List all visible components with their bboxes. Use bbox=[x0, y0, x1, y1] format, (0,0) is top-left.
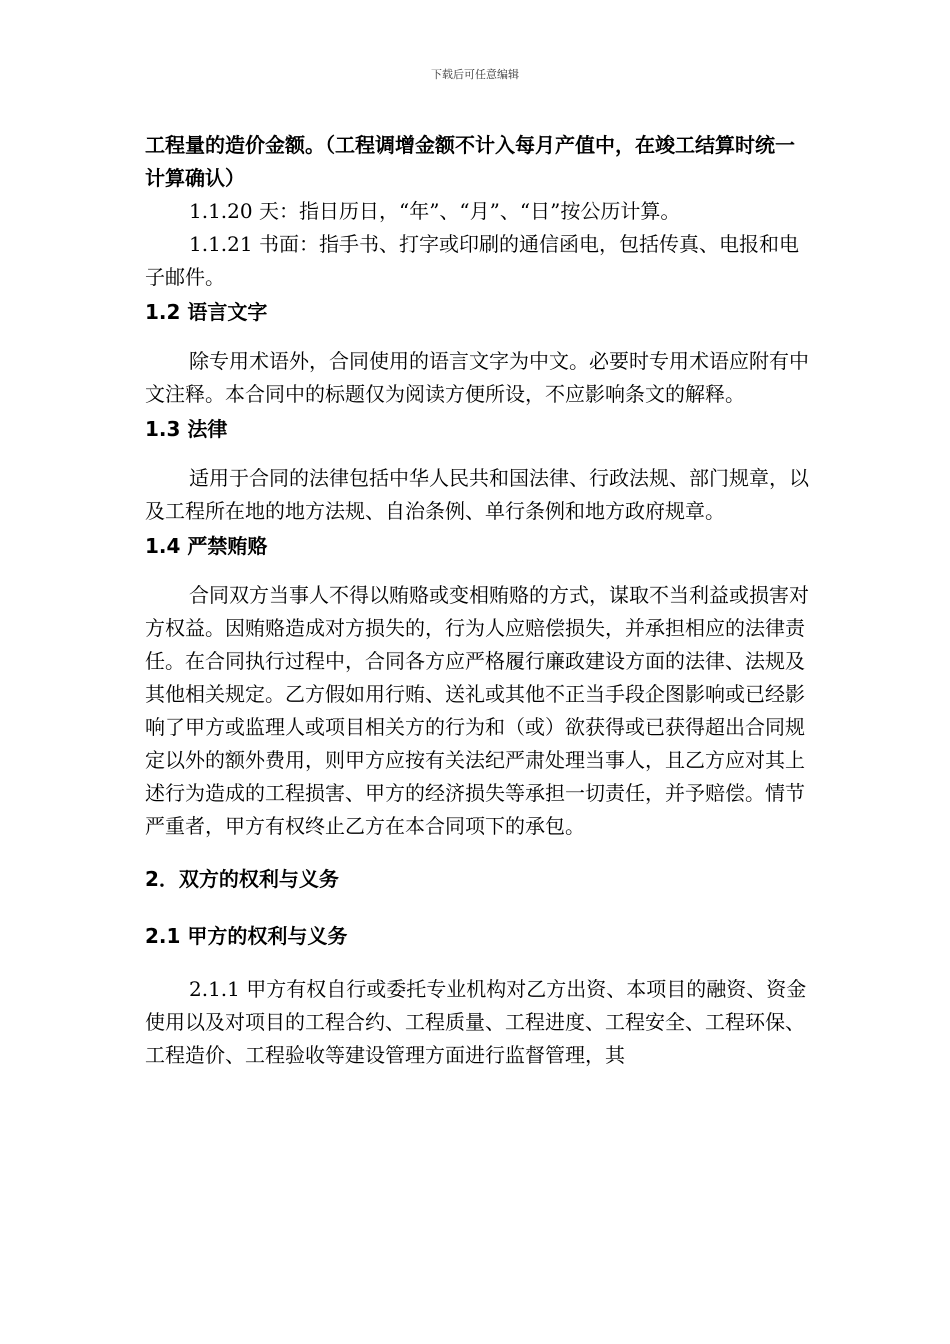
section-heading-1-3: 1.3 法律 bbox=[145, 417, 228, 441]
section-heading-2: 2．双方的权利与义务 bbox=[145, 867, 339, 891]
clause-2-1-1: 2.1.1 甲方有权自行或委托专业机构对乙方出资、本项目的融资、资金使用以及对项目的工程合约、工程质量、工程进度、工程安全、工程环保、工程造价、工程验收等建设管理方面进行监督管理，其 bbox=[145, 977, 807, 1067]
document-body bbox=[145, 129, 810, 1072]
paragraph-language: 除专用术语外，合同使用的语言文字为中文。必要时专用术语应附有中文注释。本合同中的标题仅为阅读方便所设，不应影响条文的解释。 bbox=[145, 349, 809, 406]
clause-1-1-21: 1.1.21 书面：指手书、打字或印刷的通信函电，包括传真、电报和电子邮件。 bbox=[145, 232, 799, 289]
section-heading-2-1: 2.1 甲方的权利与义务 bbox=[145, 924, 348, 948]
page-header: 下载后可任意编辑 bbox=[431, 68, 519, 81]
paragraph-bribery: 合同双方当事人不得以贿赂或变相贿赂的方式，谋取不当利益或损害对方权益。因贿赂造成对方损失的，行为人应赔偿损失，并承担相应的法律责任。在合同执行过程中，合同各方应严格履行廉政建设方面的法律、法规及其他相关规定。乙方假如用行贿、送礼或其他不正当手段企图影响或已经影响了甲方或监理人或项目相关方的行为和（或）欲获得或已获得超出合同规定以外的额外费用，则甲方应按有关法纪严肃处理当事人，且乙方应对其上述行为造成的工程损害、甲方的经济损失等承担一切责任，并予赔偿。情节严重者，甲方有权终止乙方在本合同项下的承包。 bbox=[145, 583, 809, 838]
section-heading-1-2: 1.2 语言文字 bbox=[145, 300, 268, 324]
paragraph-continuation: 工程量的造价金额。（工程调增金额不计入每月产值中，在竣工结算时统一计算确认） bbox=[145, 133, 795, 190]
clause-1-1-20: 1.1.20 天：指日历日，“年”、“月”、“日”按公历计算。 bbox=[189, 199, 681, 223]
paragraph-law: 适用于合同的法律包括中华人民共和国法律、行政法规、部门规章，以及工程所在地的地方法规、自治条例、单行条例和地方政府规章。 bbox=[145, 466, 809, 523]
section-heading-1-4: 1.4 严禁贿赂 bbox=[145, 534, 268, 558]
